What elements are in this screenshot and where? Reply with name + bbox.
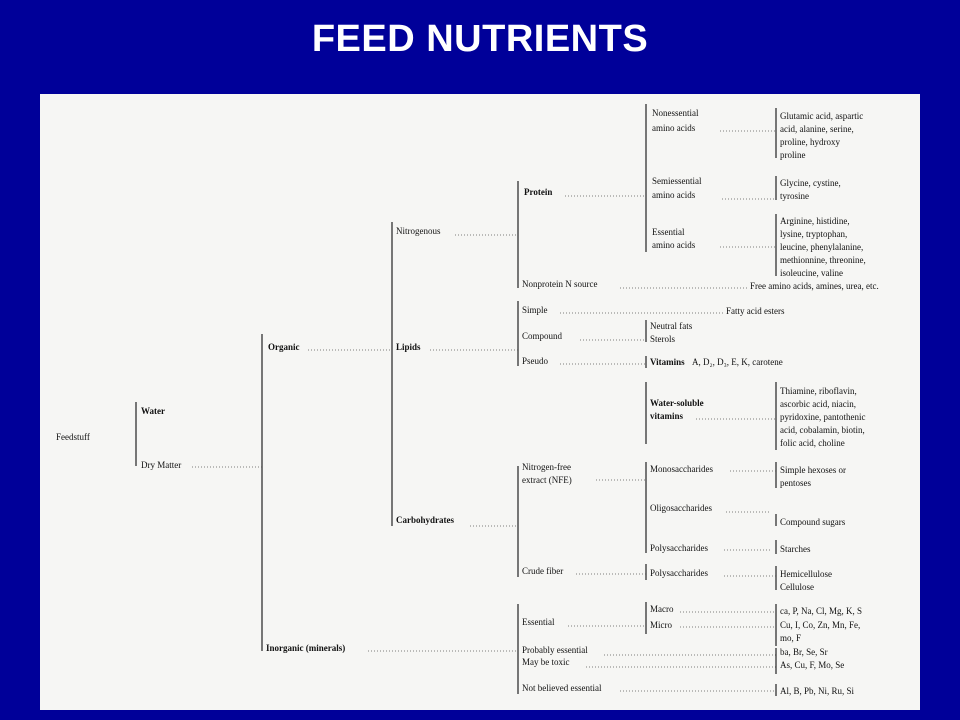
list-water-soluble-5: folic acid, choline <box>780 438 845 448</box>
node-organic: Organic <box>268 342 300 352</box>
node-feedstuff: Feedstuff <box>56 432 90 442</box>
list-essential-2: lysine, tryptophan, <box>780 229 848 239</box>
node-may-be-toxic: May be toxic <box>522 657 570 667</box>
node-semiessential-aa-2: amino acids <box>652 190 696 200</box>
list-essential-4: methionnine, threonine, <box>780 255 866 265</box>
node-compound-lipids: Compound <box>522 331 563 341</box>
list-not-believed-essential: Al, B, Pb, Ni, Ru, Si <box>780 686 855 696</box>
list-micro-1: Cu, I, Co, Zn, Mn, Fe, <box>780 620 861 630</box>
slide-title: FEED NUTRIENTS <box>311 18 649 60</box>
node-protein: Protein <box>524 187 553 197</box>
list-semiessential-1: Glycine, cystine, <box>780 178 841 188</box>
list-starches: Starches <box>780 544 811 554</box>
node-water-soluble-2: vitamins <box>650 411 684 421</box>
list-nonessential-4: proline <box>780 150 806 160</box>
node-nonessential-aa-1: Nonessential <box>652 108 699 118</box>
node-water-soluble-1: Water-soluble <box>650 398 704 408</box>
node-crude-fiber: Crude fiber <box>522 566 564 576</box>
node-pseudo-lipids: Pseudo <box>522 356 549 366</box>
list-water-soluble-2: ascorbic acid, niacin, <box>780 399 856 409</box>
node-polysaccharides: Polysaccharides <box>650 543 708 553</box>
node-lipids: Lipids <box>396 342 421 352</box>
list-macro: ca, P, Na, Cl, Mg, K, S <box>780 606 863 616</box>
list-nonprotein-n: Free amino acids, amines, urea, etc. <box>750 281 879 291</box>
list-simple-lipids: Fatty acid esters <box>726 306 785 316</box>
node-inorganic: Inorganic (minerals) <box>266 643 346 653</box>
list-fat-soluble-vitamins: A, D₂, D₃, E, K, carotene <box>692 357 783 367</box>
node-essential-aa-2: amino acids <box>652 240 696 250</box>
node-not-believed-essential: Not believed essential <box>522 683 602 693</box>
node-oligosaccharides: Oligosaccharides <box>650 503 712 513</box>
list-compound-lipids-2: Sterols <box>650 334 676 344</box>
node-nitrogenous: Nitrogenous <box>396 226 441 236</box>
node-nonessential-aa-2: amino acids <box>652 123 696 133</box>
node-nfe-1: Nitrogen-free <box>522 462 571 472</box>
list-nonessential-1: Glutamic acid, aspartic <box>780 111 864 121</box>
list-monosaccharides-2: pentoses <box>780 478 811 488</box>
list-nonessential-3: proline, hydroxy <box>780 137 840 147</box>
node-carbohydrates: Carbohydrates <box>396 515 454 525</box>
node-essential-aa-1: Essential <box>652 227 685 237</box>
list-essential-1: Arginine, histidine, <box>780 216 850 226</box>
node-vitamins: Vitamins <box>650 357 685 367</box>
list-water-soluble-4: acid, cobalamin, biotin, <box>780 425 865 435</box>
list-compound-lipids-1: Neutral fats <box>650 321 693 331</box>
list-water-soluble-1: Thiamine, riboflavin, <box>780 386 857 396</box>
node-dry-matter: Dry Matter <box>141 460 182 470</box>
list-monosaccharides-1: Simple hexoses or <box>780 465 846 475</box>
node-nonprotein-n: Nonprotein N source <box>522 279 598 289</box>
node-macro: Macro <box>650 604 674 614</box>
node-water: Water <box>141 406 165 416</box>
feed-nutrients-diagram <box>40 94 920 710</box>
list-essential-5: isoleucine, valine <box>780 268 843 278</box>
list-nonessential-2: acid, alanine, serine, <box>780 124 854 134</box>
list-fiber-2: Cellulose <box>780 582 814 592</box>
node-simple-lipids: Simple <box>522 305 548 315</box>
list-may-be-toxic: As, Cu, F, Mo, Se <box>780 660 845 670</box>
node-essential-minerals: Essential <box>522 617 555 627</box>
list-essential-3: leucine, phenylalanine, <box>780 242 864 252</box>
list-compound-sugars: Compound sugars <box>780 517 846 527</box>
node-semiessential-aa-1: Semiessential <box>652 176 702 186</box>
node-monosaccharides: Monosaccharides <box>650 464 713 474</box>
list-semiessential-2: tyrosine <box>780 191 809 201</box>
node-probably-essential: Probably essential <box>522 645 588 655</box>
node-micro: Micro <box>650 620 672 630</box>
node-nfe-2: extract (NFE) <box>522 475 572 485</box>
list-probably-essential: ba, Br, Se, Sr <box>780 647 828 657</box>
list-micro-2: mo, F <box>780 633 802 643</box>
node-crude-polysaccharides: Polysaccharides <box>650 568 708 578</box>
list-water-soluble-3: pyridoxine, pantothenic <box>780 412 866 422</box>
list-fiber-1: Hemicellulose <box>780 569 832 579</box>
